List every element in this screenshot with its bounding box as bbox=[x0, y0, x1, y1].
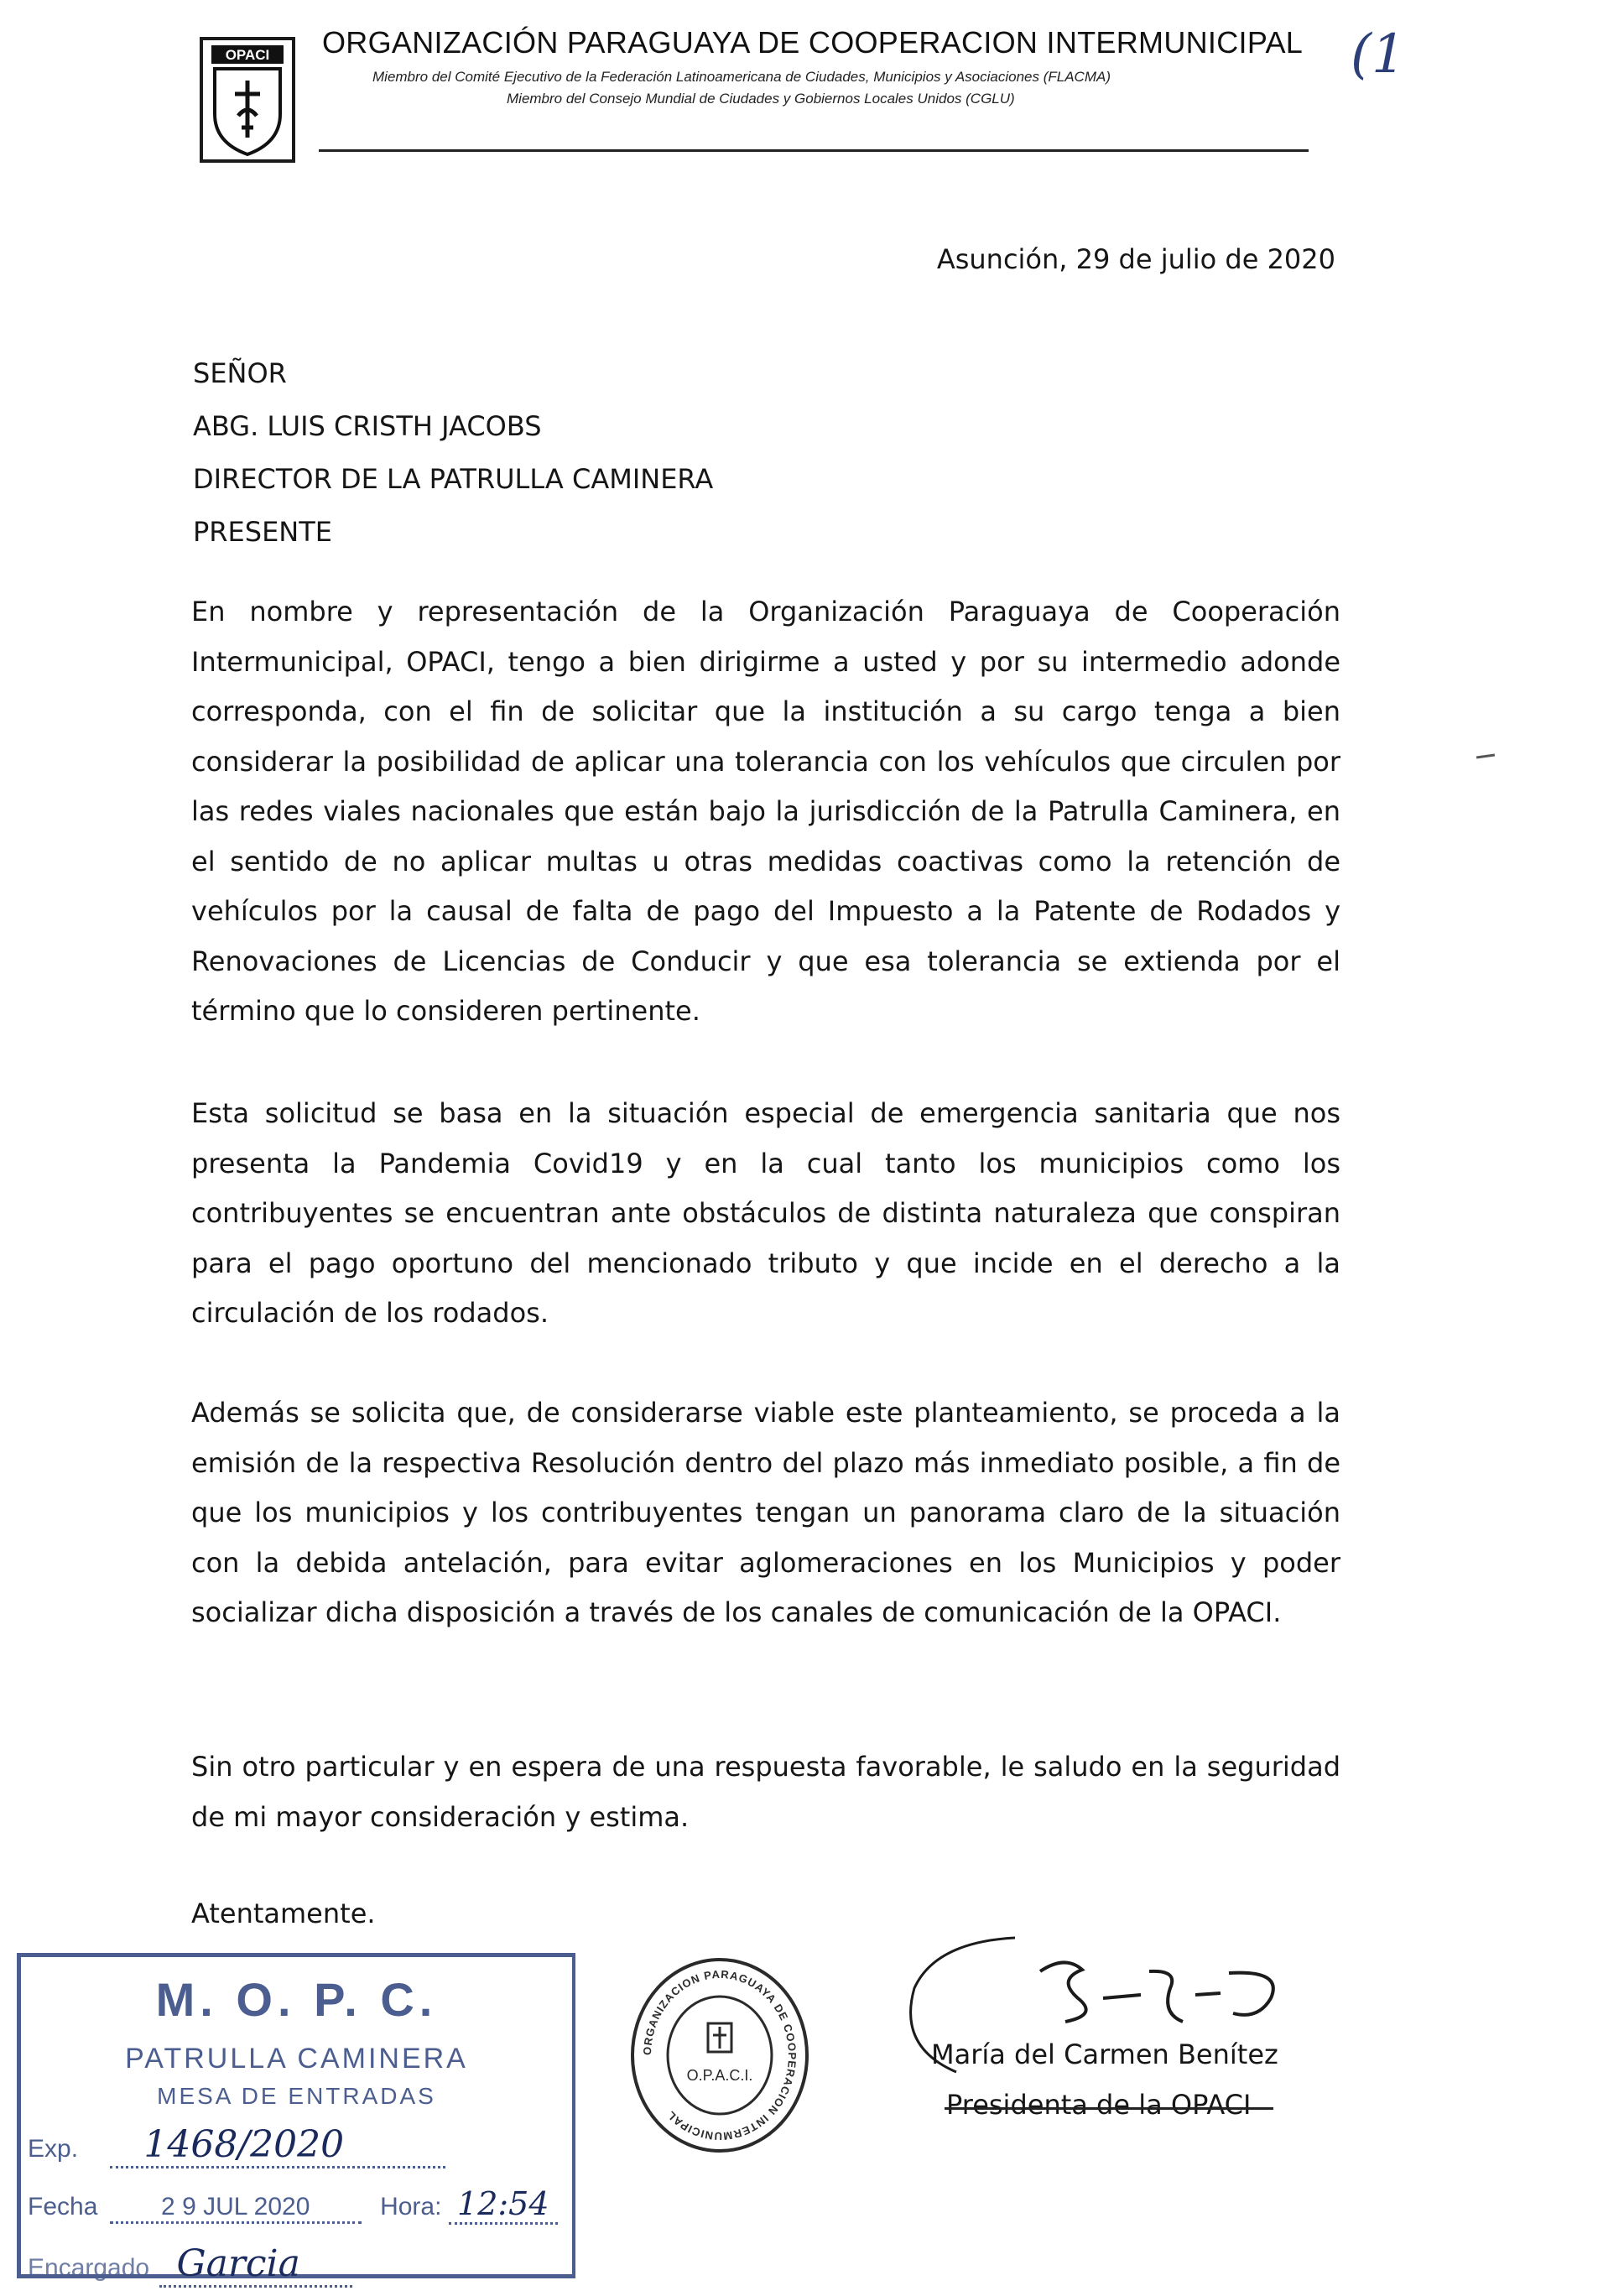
addressee-salutation: SEÑOR bbox=[193, 357, 287, 389]
fecha-value: 2 9 JUL 2020 bbox=[161, 2193, 310, 2221]
membership-flacma: Miembro del Comité Ejecutivo de la Federación Latinoamericana de Ciudades, Municipios y Asociaciones (FLACMA) bbox=[372, 69, 1111, 85]
stamp-fecha-row bbox=[28, 2185, 558, 2225]
stamp-exp-row bbox=[28, 2123, 445, 2168]
fecha-label: Fecha bbox=[28, 2193, 98, 2221]
handwritten-page-mark: (1 bbox=[1351, 23, 1406, 86]
body-paragraph-2: Esta solicitud se basa en la situación especial de emergencia sanitaria que nos presenta la Pandemia Covid19 y en la cual tanto los municipios como los contribuyentes se encuentran ante obstáculos de distinta naturaleza que conspiran para el pago oportuno del mencionado tributo y que incide en el derecho a la circulación de los rodados. bbox=[191, 1097, 1340, 1329]
body-paragraph-1: En nombre y representación de la Organización Paraguaya de Cooperación Intermunicipal, OPACI, tengo a bien dirigirme a usted y por su intermedio adonde corresponda, con el fin de solicitar que la institución a su cargo tenga a bien considerar la posibilidad de aplicar una tolerancia con los vehículos que circulen por las redes viales nacionales que están bajo la jurisdicción de la Patrulla Caminera, en el sentido de no aplicar multas u otras medidas coactivas como la retención de vehículos por la causal de falta de pago del Impuesto a la Patente de Rodados y Renovaciones de Licencias de Conducir y que esa tolerancia se extienda por el término que lo consideren pertinente. bbox=[191, 596, 1340, 1027]
svg-text:ORGANIZACION PARAGUAYA DE COOP bbox=[641, 1968, 799, 2142]
signatory-name: María del Carmen Benítez bbox=[931, 2038, 1278, 2070]
stamp-title: M. O. P. C. bbox=[155, 1973, 438, 2026]
signature-strikeline bbox=[945, 2107, 1273, 2110]
signatory-title: Presidenta de la OPACI bbox=[946, 2089, 1252, 2121]
stamp-encargado-row bbox=[28, 2242, 352, 2288]
stamp-subtitle: PATRULLA CAMINERA bbox=[125, 2043, 468, 2075]
letterhead-divider bbox=[319, 149, 1309, 152]
svg-text:OPACI: OPACI bbox=[225, 47, 270, 63]
seal-ring-text: ORGANIZACION PARAGUAYA DE COOPERACION INTERMUNICIPAL bbox=[640, 1967, 799, 2143]
addressee-position: DIRECTOR DE LA PATRULLA CAMINERA bbox=[193, 463, 714, 495]
body-paragraph-3: Además se solicita que, de considerarse viable este planteamiento, se proceda a la emisión de la respectiva Resolución dentro del plazo más inmediato posible, a fin de que los municipios y los contribuyentes tengan un panorama claro de la situación con la debida antelación, para evitar aglomeraciones en los Municipios y poder socializar dicha disposición a través de los canales de comunicación de la OPACI. bbox=[191, 1397, 1340, 1628]
exp-number: 1468/2020 bbox=[143, 2123, 345, 2166]
membership-cglu: Miembro del Consejo Mundial de Ciudades y Gobiernos Locales Unidos (CGLU) bbox=[507, 91, 1015, 107]
addressee-name: ABG. LUIS CRISTH JACOBS bbox=[193, 410, 542, 442]
exp-label: Exp. bbox=[28, 2135, 79, 2163]
opaci-logo bbox=[200, 37, 295, 163]
organization-name: ORGANIZACIÓN PARAGUAYA DE COOPERACION INTERMUNICIPAL bbox=[322, 25, 1304, 60]
addressee-presente: PRESENTE bbox=[193, 516, 332, 548]
seal-center-text: O.P.A.C.I. bbox=[686, 2067, 753, 2084]
closing-line: Atentamente. bbox=[191, 1898, 376, 1929]
stamp-subtitle-2: MESA DE ENTRADAS bbox=[157, 2083, 436, 2109]
opaci-shield-icon bbox=[203, 40, 292, 159]
hora-label: Hora: bbox=[380, 2193, 442, 2221]
mopc-reception-stamp bbox=[17, 1953, 575, 2285]
margin-mark bbox=[1476, 753, 1495, 758]
body-paragraph-4: Sin otro particular y en espera de una respuesta favorable, le saludo en la seguridad de mi mayor consideración y estima. bbox=[191, 1751, 1340, 1833]
encargado-label: Encargado bbox=[28, 2254, 150, 2282]
letter-date: Asunción, 29 de julio de 2020 bbox=[936, 243, 1335, 275]
encargado-signature: Garcia bbox=[176, 2242, 300, 2285]
hora-value: 12:54 bbox=[457, 2185, 549, 2222]
opaci-round-seal bbox=[627, 1955, 812, 2156]
